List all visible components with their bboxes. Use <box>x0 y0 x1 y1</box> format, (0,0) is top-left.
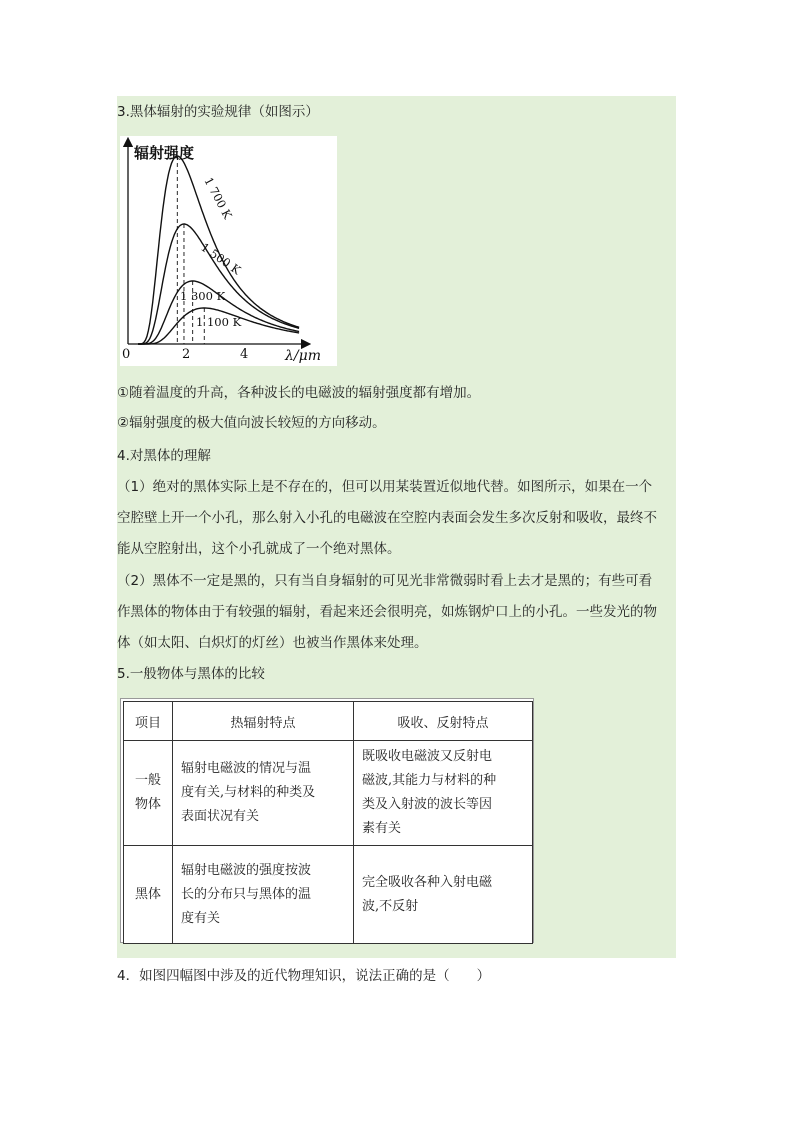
question-4: 4．如图四幅图中涉及的近代物理知识，说法正确的是（ ） <box>117 968 491 984</box>
blackbody-absorption-cell <box>354 846 533 944</box>
blackbody-chart-svg <box>120 136 337 366</box>
cell-line: 辐射电磁波的强度按波 <box>181 862 312 878</box>
curve-label-1700: 1 700 K <box>201 174 235 222</box>
section4-heading: 4.对黑体的理解 <box>117 448 211 464</box>
table-header-item: 项目 <box>124 702 173 741</box>
section4-para1-line2: 空腔壁上开一个小孔，那么射入小孔的电磁波在空腔内表面会发生多次反射和吸收，最终不 <box>117 510 657 526</box>
cell-line: 类及入射波的波长等因 <box>362 797 493 812</box>
table-row <box>124 846 533 944</box>
cell-line: 表面状况有关 <box>181 809 260 824</box>
cell-line: 素有关 <box>362 821 402 836</box>
cell-line: 完全吸收各种入射电磁 <box>362 874 493 890</box>
row-label-line: 物体 <box>134 797 161 812</box>
curve-label-1500: 1 500 K <box>198 239 244 278</box>
general-radiation-cell <box>173 741 354 846</box>
row-label-blackbody <box>124 846 173 944</box>
row-label-line: 黑体 <box>134 886 161 902</box>
section3-point1: ①随着温度的升高，各种波长的电磁波的辐射强度都有增加。 <box>117 385 481 401</box>
cell-line: 既吸收电磁波又反射电 <box>362 749 493 764</box>
section4-para1-line3: 能从空腔射出，这个小孔就成了一个绝对黑体。 <box>117 541 401 557</box>
section4-para2-line1: （2）黑体不一定是黑的，只有当自身辐射的可见光非常微弱时看上去才是黑的；有些可看 <box>117 573 653 589</box>
cell-line: 辐射电磁波的情况与温 <box>181 761 312 776</box>
section3-heading: 3.黑体辐射的实验规律（如图示） <box>117 104 319 120</box>
y-axis-label: 辐射强度 <box>134 144 195 162</box>
general-absorption-cell <box>354 741 533 846</box>
cell-line: 长的分布只与黑体的温 <box>181 886 312 902</box>
origin-label: 0 <box>122 347 131 362</box>
section5-heading: 5.一般物体与黑体的比较 <box>117 666 265 682</box>
section4-para1-line1: （1）绝对的黑体实际上是不存在的，但可以用某装置近似地代替。如图所示，如果在一个 <box>117 479 653 495</box>
cell-line: 度有关 <box>181 910 221 926</box>
curve-label-1100: 1 100 K <box>196 315 242 329</box>
section4-para2-line3: 体（如太阳、白炽灯的灯丝）也被当作黑体来处理。 <box>117 635 428 651</box>
blackbody-radiation-figure <box>120 136 337 366</box>
cell-line: 度有关,与材料的种类及 <box>181 785 316 800</box>
table-header-row <box>124 702 533 741</box>
row-label-line: 一般 <box>134 773 161 788</box>
blackbody-radiation-cell <box>173 846 354 944</box>
table-row <box>124 741 533 846</box>
x-tick-2: 2 <box>182 347 191 362</box>
x-axis-label: λ/μm <box>285 348 321 364</box>
comparison-table <box>123 701 533 944</box>
table-header-absorption: 吸收、反射特点 <box>354 702 533 741</box>
section3-point2: ②辐射强度的极大值向波长较短的方向移动。 <box>117 415 386 431</box>
curve-label-1300: 1 300 K <box>180 289 226 303</box>
table-header-radiation: 热辐射特点 <box>173 702 354 741</box>
x-tick-4: 4 <box>240 347 249 362</box>
row-label-general <box>124 741 173 846</box>
cell-line: 波,不反射 <box>362 898 419 914</box>
section4-para2-line2: 作黑体的物体由于有较强的辐射，看起来还会很明亮，如炼钢炉口上的小孔。一些发光的物 <box>117 604 657 620</box>
cell-line: 磁波,其能力与材料的种 <box>362 773 497 788</box>
